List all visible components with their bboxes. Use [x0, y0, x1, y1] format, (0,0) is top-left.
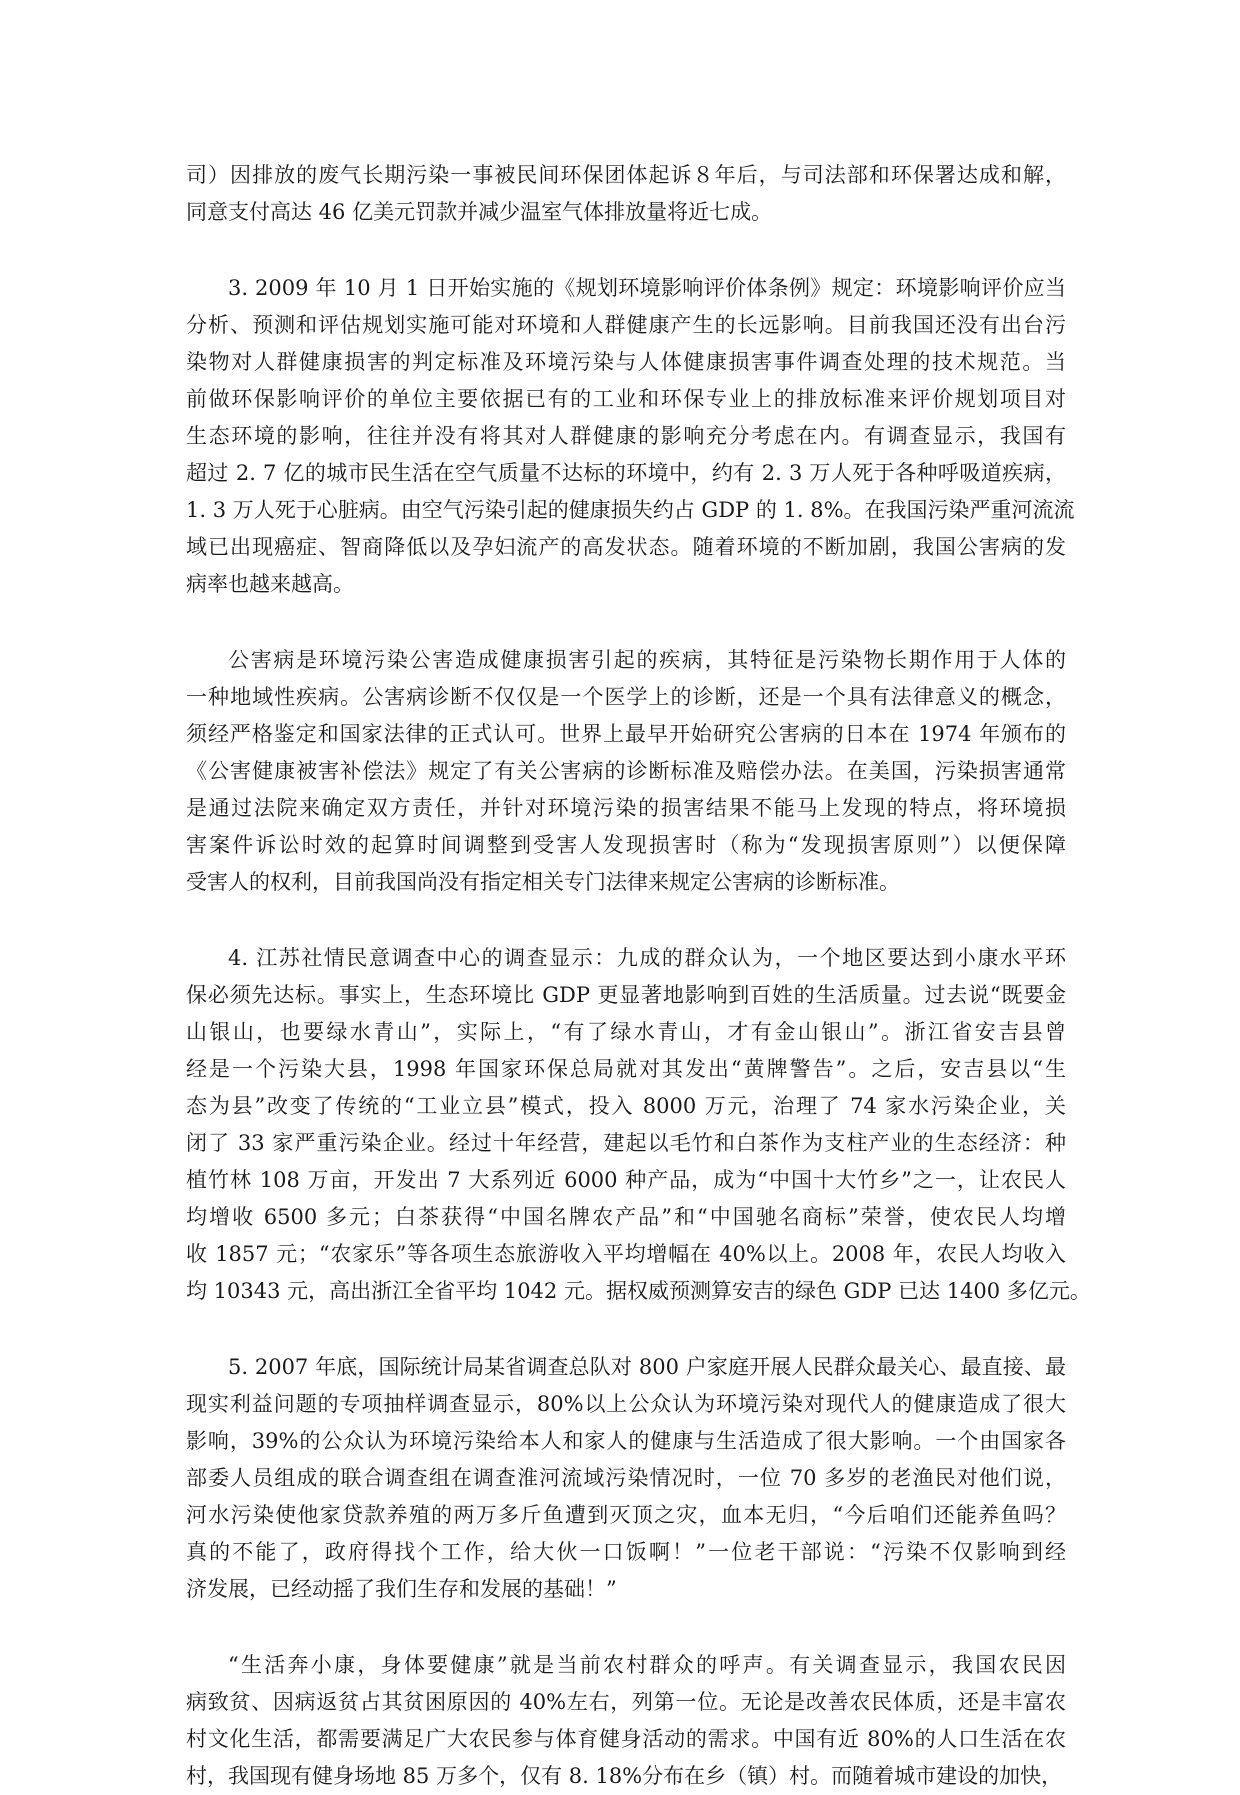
- text-line: 均 10343 元，高出浙江全省平均 1042 元。据权威预测算安吉的绿色 GDP 已达 1400 多亿元。: [186, 1279, 1091, 1303]
- text-line: 1. 3 万人死于心脏病。由空气污染引起的健康损失约占 GDP 的 1. 8%。在我国污染严重河流流: [186, 498, 1075, 522]
- paragraph-p-5: [186, 1349, 1066, 1608]
- text-line: 同意支付高达 46 亿美元罚款并减少温室气体排放量将近七成。: [186, 200, 773, 224]
- text-line: 病率也越来越高。: [186, 572, 354, 596]
- text-line: 3. 2009 年 10 月 1 日开始实施的《规划环境影响评价体条例》规定：环境影响评价应当: [228, 276, 1066, 300]
- paragraph-p-rural: [186, 1647, 1066, 1795]
- text-line: 态为县”改变了传统的“工业立县”模式，投入 8000 万元，治理了 74 家水污染企业，关: [186, 1094, 1066, 1118]
- text-line: 害案件诉讼时效的起算时间调整到受害人发现损害时（称为“发现损害原则”）以便保障: [186, 833, 1066, 857]
- text-line: 山银山，也要绿水青山”，实际上，“有了绿水青山，才有金山银山”。浙江省安吉县曾: [186, 1020, 1066, 1044]
- text-line: 病致贫、因病返贫占其贫困原因的 40%左右，列第一位。无论是改善农民体质，还是丰富农: [186, 1690, 1066, 1714]
- text-line: 域已出现癌症、智商降低以及孕妇流产的高发状态。随着环境的不断加剧，我国公害病的发: [186, 535, 1066, 559]
- text-line: 是通过法院来确定双方责任，并针对环境污染的损害结果不能马上发现的特点，将环境损: [186, 796, 1066, 820]
- text-line: 现实利益问题的专项抽样调查显示，80%以上公众认为环境污染对现代人的健康造成了很大: [186, 1392, 1066, 1416]
- text-line: 受害人的权利，目前我国尚没有指定相关专门法律来规定公害病的诊断标准。: [186, 870, 900, 894]
- text-line: 保必须先达标。事实上，生态环境比 GDP 更显著地影响到百姓的生活质量。过去说“既要金: [186, 983, 1066, 1007]
- text-line: 闭了 33 家严重污染企业。经过十年经营，建起以毛竹和白茶作为支柱产业的生态经济：种: [186, 1131, 1066, 1155]
- paragraph-p-3: [186, 270, 1075, 603]
- text-line: 染物对人群健康损害的判定标准及环境污染与人体健康损害事件调查处理的技术规范。当: [186, 350, 1066, 374]
- paragraph-p-continuation: [186, 157, 1066, 231]
- text-line: 村文化生活，都需要满足广大农民参与体育健身活动的需求。中国有近 80%的人口生活在农: [186, 1727, 1066, 1751]
- text-line: 生态环境的影响，往往并没有将其对人群健康的影响充分考虑在内。有调查显示，我国有: [186, 424, 1066, 448]
- document-body: [186, 157, 1091, 1795]
- text-line: 影响，39%的公众认为环境污染给本人和家人的健康与生活造成了很大影响。一个由国家各: [186, 1429, 1066, 1453]
- text-line: 收 1857 元；“农家乐”等各项生态旅游收入平均增幅在 40%以上。2008 年，农民人均收入: [186, 1242, 1066, 1266]
- text-line: 河水污染使他家贷款养殖的两万多斤鱼遭到灭顶之灾，血本无归，“今后咱们还能养鱼吗？: [186, 1503, 1066, 1527]
- text-line: 村，我国现有健身场地 85 万多个，仅有 8. 18%分布在乡（镇）村。而随着城市建设的加快，: [186, 1764, 1063, 1788]
- paragraph-p-gonghai: [186, 642, 1066, 901]
- text-line: “生活奔小康，身体要健康”就是当前农村群众的呼声。有关调查显示，我国农民因: [228, 1653, 1066, 1677]
- text-line: 均增收 6500 多元；白茶获得“中国名牌农产品”和“中国驰名商标”荣誉，使农民人均增: [186, 1205, 1066, 1229]
- paragraph-p-4: [186, 940, 1091, 1310]
- text-line: 分析、预测和评估规划实施可能对环境和人群健康产生的长远影响。目前我国还没有出台污: [186, 313, 1066, 337]
- text-line: 司）因排放的废气长期污染一事被民间环保团体起诉８年后，与司法部和环保署达成和解，: [186, 163, 1066, 187]
- text-line: 5. 2007 年底，国际统计局某省调查总队对 800 户家庭开展人民群众最关心、最直接、最: [228, 1355, 1066, 1379]
- text-line: 一种地域性疾病。公害病诊断不仅仅是一个医学上的诊断，还是一个具有法律意义的概念，: [186, 685, 1066, 709]
- text-line: 须经严格鉴定和国家法律的正式认可。世界上最早开始研究公害病的日本在 1974 年颁布的: [186, 722, 1066, 746]
- text-line: 真的不能了，政府得找个工作，给大伙一口饭啊！”一位老干部说：“污染不仅影响到经: [186, 1540, 1066, 1564]
- text-line: 公害病是环境污染公害造成健康损害引起的疾病，其特征是污染物长期作用于人体的: [228, 648, 1066, 672]
- text-line: 超过 2. 7 亿的城市民生活在空气质量不达标的环境中，约有 2. 3 万人死于各种呼吸道疾病，: [186, 461, 1066, 485]
- text-line: 经是一个污染大县，1998 年国家环保总局就对其发出“黄牌警告”。之后，安吉县以“生: [186, 1057, 1066, 1081]
- text-line: 植竹林 108 万亩，开发出 7 大系列近 6000 种产品，成为“中国十大竹乡”之一，让农民人: [186, 1168, 1066, 1192]
- text-line: 4. 江苏社情民意调查中心的调查显示：九成的群众认为，一个地区要达到小康水平环: [228, 946, 1066, 970]
- text-line: 部委人员组成的联合调查组在调查淮河流域污染情况时，一位 70 多岁的老渔民对他们说，: [186, 1466, 1066, 1490]
- text-line: 前做环保影响评价的单位主要依据已有的工业和环保专业上的排放标准来评价规划项目对: [186, 387, 1066, 411]
- text-line: 济发展，已经动摇了我们生存和发展的基础！”: [186, 1577, 617, 1601]
- text-line: 《公害健康被害补偿法》规定了有关公害病的诊断标准及赔偿办法。在美国，污染损害通常: [186, 759, 1066, 783]
